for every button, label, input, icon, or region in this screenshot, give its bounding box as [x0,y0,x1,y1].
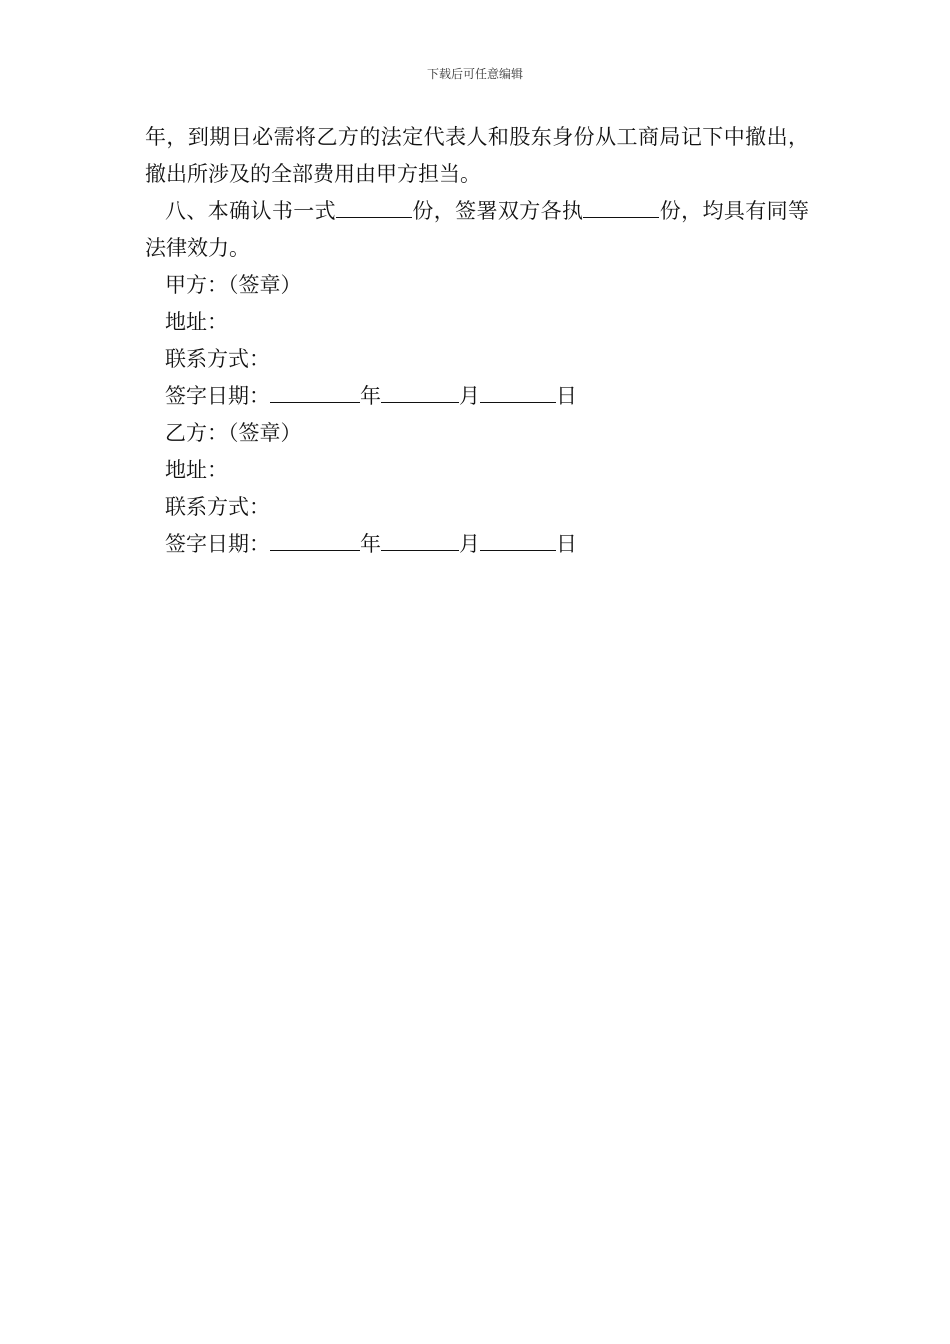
party-b-year-unit: 年 [360,532,381,556]
party-b-date-label: 签字日期： [165,532,270,556]
party-b-day-unit: 日 [556,532,577,556]
clause-8-text-part3: 份，均具有同等法律效力。 [145,199,809,260]
page-header: 下载后可任意编辑 [426,67,523,81]
party-a-day-unit: 日 [556,384,577,408]
party-a-year-blank[interactable] [270,380,360,403]
party-b-signature-block [145,415,809,563]
party-a-month-blank[interactable] [381,380,459,403]
copies-each-blank[interactable] [583,195,659,218]
party-a-year-unit: 年 [360,384,381,408]
party-a-day-blank[interactable] [480,380,556,403]
document-body [145,119,809,563]
party-a-address-label: 地址： [165,310,228,334]
party-b-month-unit: 月 [459,532,480,556]
party-b-contact-label: 联系方式： [165,495,270,519]
party-b-address-label: 地址： [165,458,228,482]
clause-7-continuation: 年，到期日必需将乙方的法定代表人和股东身份从工商局记下中撤出，撤出所涉及的全部费用由甲方担当。 [145,125,809,186]
clause-8 [145,193,809,267]
party-b-year-blank[interactable] [270,528,360,551]
clause-8-text-part1: 八、本确认书一式 [165,199,336,223]
party-a-signature-block [145,267,809,415]
party-b-title: 乙方：（签章） [165,421,302,445]
copies-total-blank[interactable] [336,195,412,218]
party-b-month-blank[interactable] [381,528,459,551]
party-a-date-line [145,378,809,415]
party-a-contact-label: 联系方式： [165,347,270,371]
clause-8-text-part2: 份，签署双方各执 [412,199,584,223]
party-a-title: 甲方：（签章） [165,273,302,297]
party-a-date-label: 签字日期： [165,384,270,408]
party-b-date-line [145,526,809,563]
party-a-month-unit: 月 [459,384,480,408]
party-b-day-blank[interactable] [480,528,556,551]
